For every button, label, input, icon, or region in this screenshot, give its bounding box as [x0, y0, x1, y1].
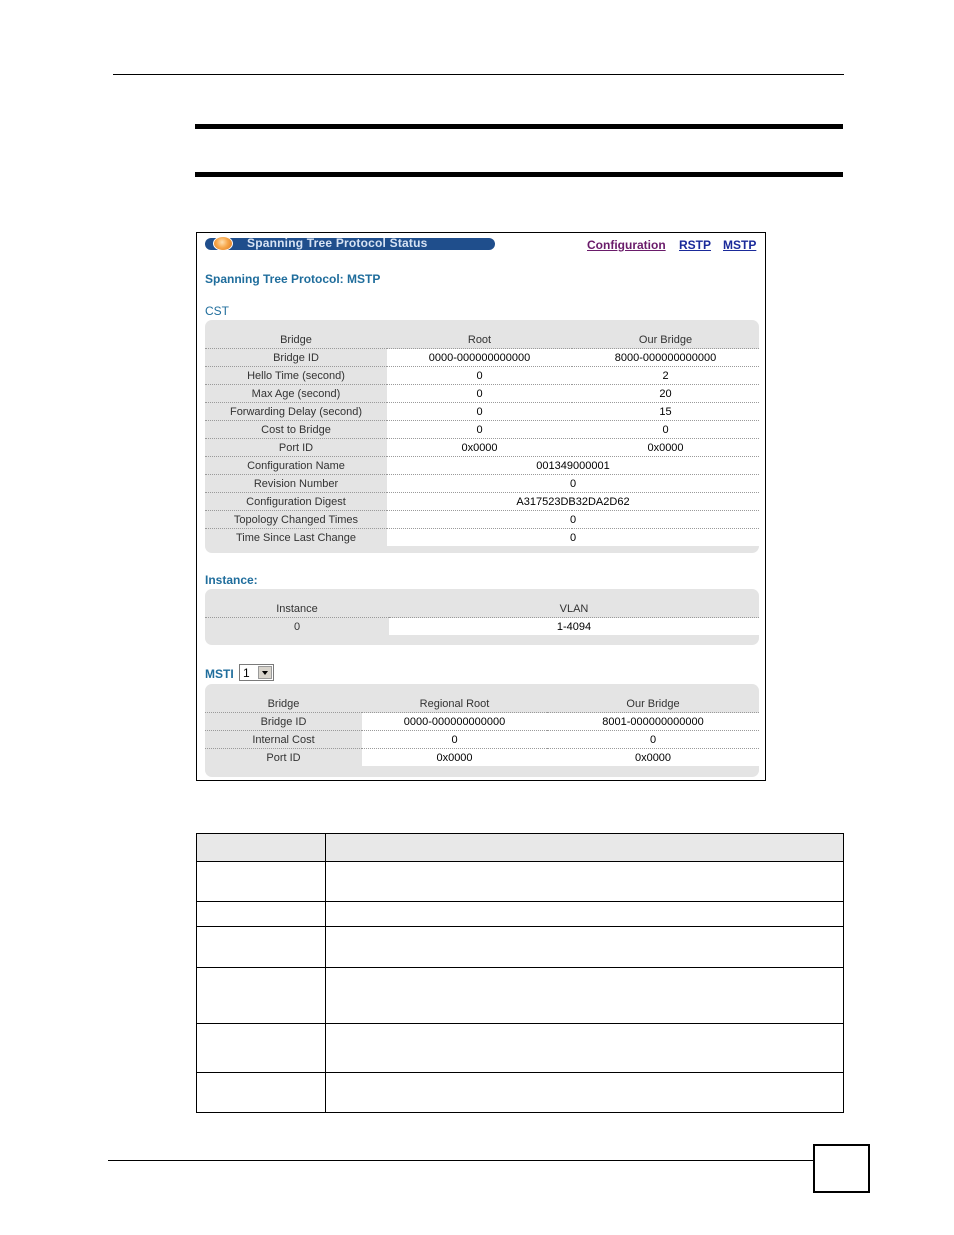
- table-cell: [197, 927, 326, 968]
- stp-status-screen: [196, 232, 766, 781]
- column-header: Regional Root: [362, 695, 547, 713]
- row-label: Bridge ID: [205, 713, 362, 731]
- table-row: [205, 713, 759, 731]
- row-label: Port ID: [266, 751, 301, 764]
- our-bridge-value: 15: [572, 403, 759, 421]
- cst-heading: CST: [205, 304, 229, 318]
- table-row: [205, 731, 759, 749]
- table-row: [205, 749, 759, 767]
- table-row: [197, 968, 844, 1024]
- instance-table: [205, 600, 759, 635]
- msti-selected-value: 1: [243, 666, 250, 680]
- table-row: [205, 511, 759, 529]
- page-number-box: [813, 1144, 870, 1193]
- table-row: [197, 862, 844, 902]
- field-description-table: [196, 833, 844, 1113]
- row-label: Cost to Bridge: [205, 421, 387, 439]
- table-row: [197, 902, 844, 927]
- header-rule: [113, 74, 844, 75]
- table-row: [197, 927, 844, 968]
- table-row: [205, 403, 759, 421]
- table-cell: [325, 902, 843, 927]
- root-value: 0: [387, 385, 572, 403]
- table-cell: [325, 862, 843, 902]
- row-value: 001349000001: [387, 457, 759, 475]
- row-value: 0: [387, 475, 759, 493]
- our-bridge-value: 0x0000: [572, 439, 759, 457]
- table-header-row: [205, 695, 759, 713]
- table-row: [205, 529, 759, 547]
- table-header-row: [197, 834, 844, 862]
- table-cell: [325, 1024, 843, 1073]
- protocol-heading: Spanning Tree Protocol: MSTP: [205, 272, 381, 286]
- column-header: Bridge: [205, 695, 362, 713]
- column-header: Instance: [205, 600, 389, 618]
- table-cell: [325, 1073, 843, 1113]
- table-row: [205, 349, 759, 367]
- msti-table: [205, 695, 759, 766]
- column-header: VLAN: [389, 600, 759, 618]
- row-label: Time Since Last Change: [235, 531, 357, 544]
- row-label: Internal Cost: [205, 731, 362, 749]
- table-row: [205, 367, 759, 385]
- table-cell: [325, 927, 843, 968]
- row-label: Topology Changed Times: [205, 511, 387, 529]
- msti-select[interactable]: [239, 664, 274, 681]
- instance-value: 0: [293, 620, 301, 633]
- screen-title: Spanning Tree Protocol Status: [247, 236, 428, 250]
- table-cell: [197, 1024, 326, 1073]
- figure-top-rule: [195, 124, 843, 129]
- dropdown-button[interactable]: [258, 666, 272, 679]
- table-row: [205, 618, 759, 636]
- column-header: Our Bridge: [572, 331, 759, 349]
- row-label: Configuration Digest: [205, 493, 387, 511]
- header-cell: [325, 834, 843, 862]
- table-row: [205, 475, 759, 493]
- row-label: Port ID: [205, 439, 387, 457]
- regional-root-value: 0000-000000000000: [362, 713, 547, 731]
- root-value: 0: [387, 403, 572, 421]
- rstp-link[interactable]: RSTP: [679, 238, 712, 252]
- cst-table: [205, 331, 759, 546]
- root-value: 0x0000: [387, 439, 572, 457]
- regional-root-value: 0: [362, 731, 547, 749]
- table-cell: [197, 968, 326, 1024]
- table-cell: [325, 968, 843, 1024]
- table-row: [205, 385, 759, 403]
- regional-root-value: 0x0000: [362, 749, 547, 767]
- configuration-link[interactable]: Configuration: [587, 238, 666, 252]
- row-value: A317523DB32DA2D62: [387, 493, 759, 511]
- root-value: 0: [387, 421, 572, 439]
- msti-label: MSTI: [205, 667, 234, 681]
- table-row: [197, 1024, 844, 1073]
- row-value: 0: [387, 511, 759, 529]
- table-cell: [197, 902, 326, 927]
- row-label: Configuration Name: [205, 457, 387, 475]
- our-bridge-value: 8000-000000000000: [572, 349, 759, 367]
- table-row: [205, 439, 759, 457]
- row-label: Forwarding Delay (second): [205, 403, 387, 421]
- status-orb-icon: [213, 236, 233, 251]
- root-value: 0: [387, 367, 572, 385]
- column-header: Our Bridge: [547, 695, 759, 713]
- row-label: Max Age (second): [205, 385, 387, 403]
- root-value: 0000-000000000000: [387, 349, 572, 367]
- table-header-row: [205, 331, 759, 349]
- instance-heading: Instance:: [205, 573, 258, 587]
- chevron-down-icon: [262, 671, 268, 675]
- row-value: 0: [387, 529, 759, 547]
- our-bridge-value: 0: [572, 421, 759, 439]
- our-bridge-value: 0: [547, 731, 759, 749]
- column-header: Bridge: [205, 331, 387, 349]
- row-label: Revision Number: [205, 475, 387, 493]
- our-bridge-value: 8001-000000000000: [547, 713, 759, 731]
- row-label: Bridge ID: [205, 349, 387, 367]
- table-row: [197, 1073, 844, 1113]
- column-header: Root: [387, 331, 572, 349]
- figure-bottom-rule: [195, 172, 843, 177]
- table-row: [205, 493, 759, 511]
- table-cell: [197, 1073, 326, 1113]
- our-bridge-value: 2: [572, 367, 759, 385]
- our-bridge-value: 20: [572, 385, 759, 403]
- our-bridge-value: 0x0000: [547, 749, 759, 767]
- mstp-link[interactable]: MSTP: [723, 238, 757, 252]
- vlan-value: 1-4094: [389, 618, 759, 636]
- table-row: [205, 421, 759, 439]
- footer-rule: [108, 1160, 814, 1161]
- table-cell: [197, 862, 326, 902]
- row-label: Hello Time (second): [205, 367, 387, 385]
- table-row: [205, 457, 759, 475]
- header-cell: [197, 834, 326, 862]
- table-header-row: [205, 600, 759, 618]
